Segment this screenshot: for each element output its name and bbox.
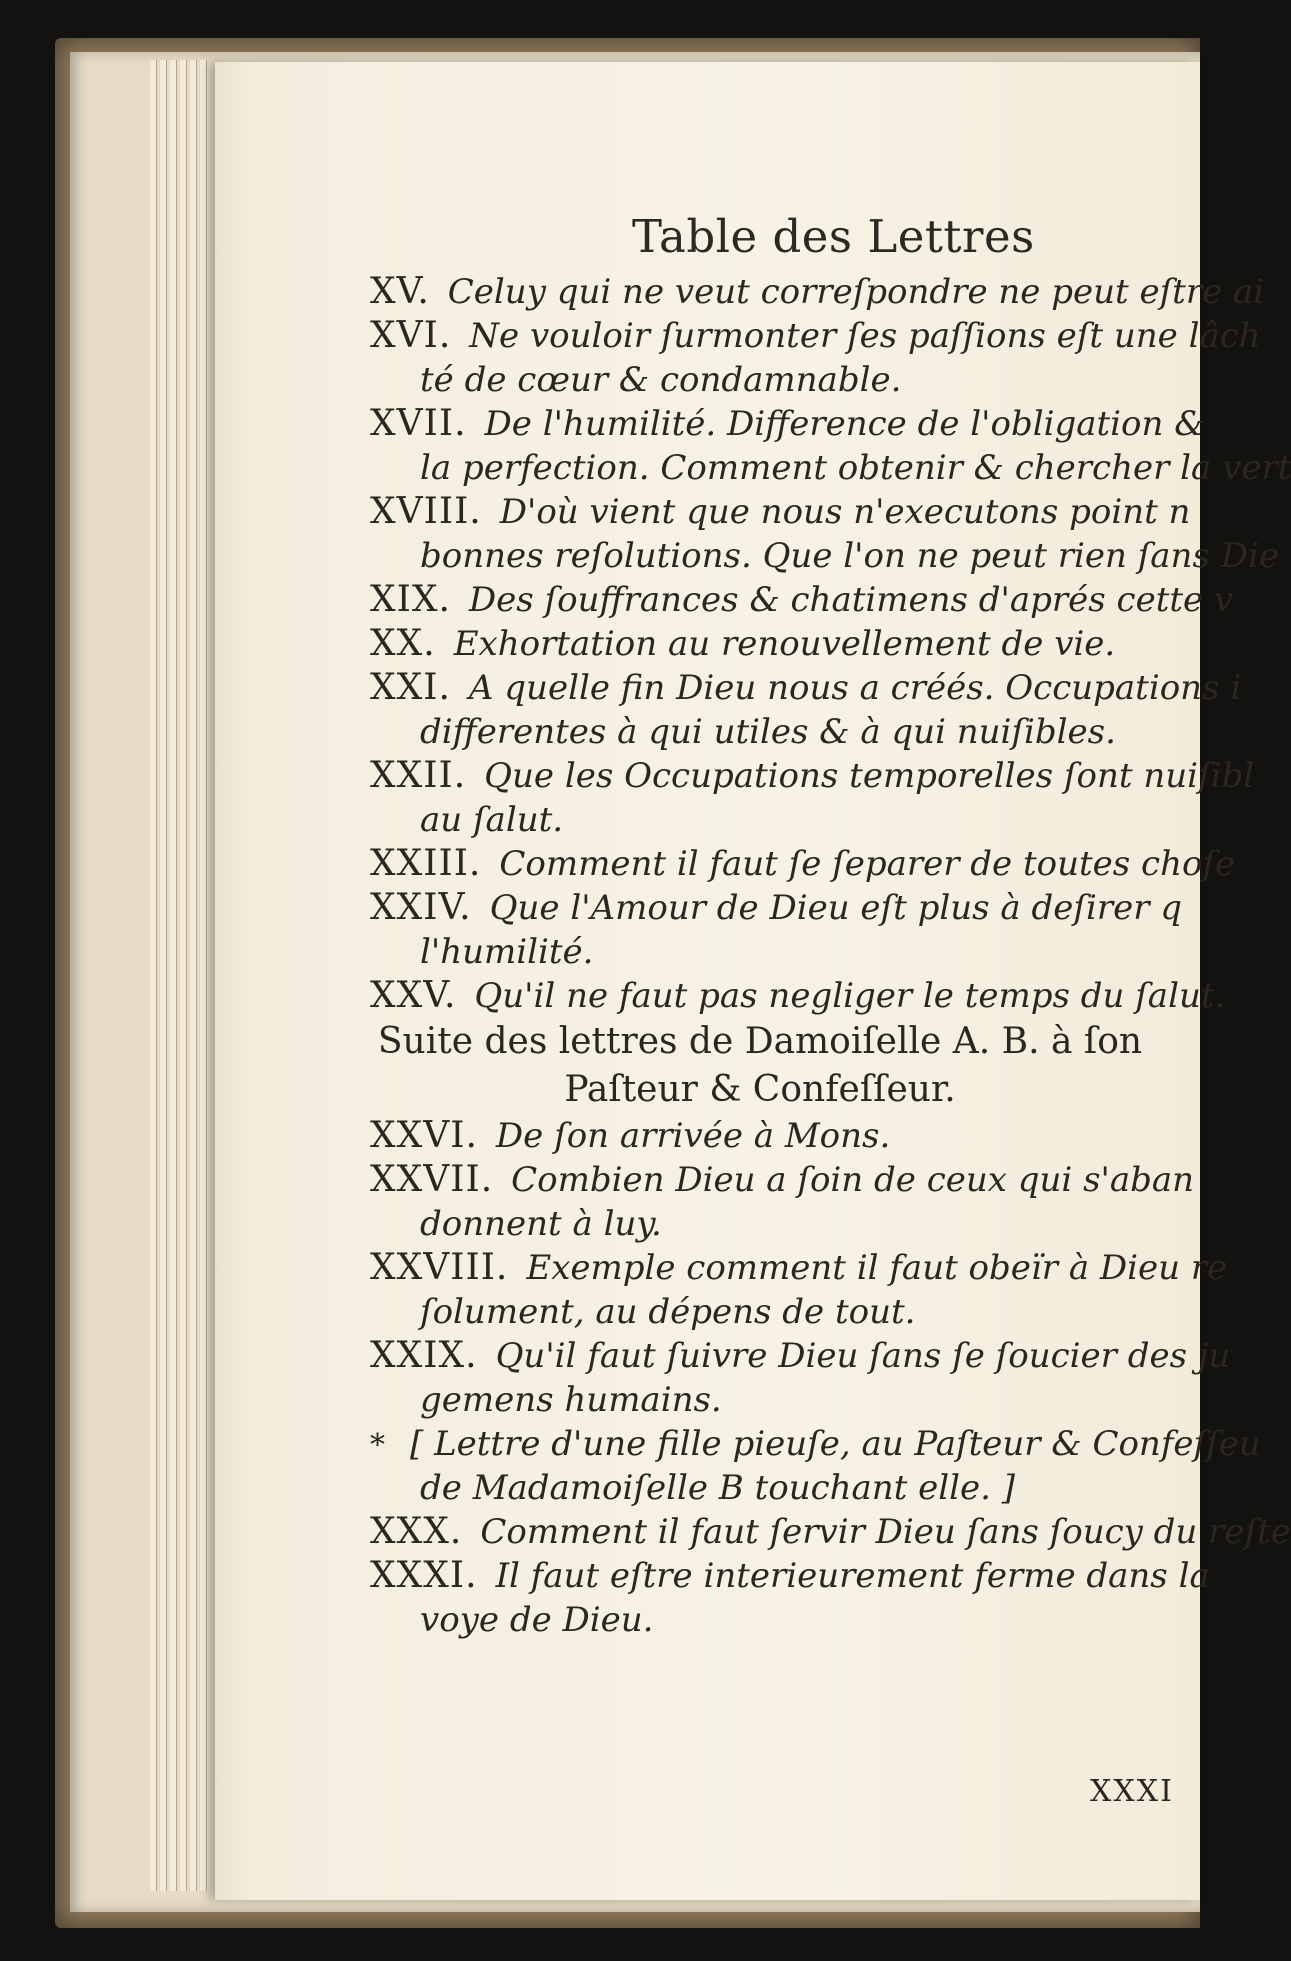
letter-entry [370, 666, 1242, 754]
letter-title: A quelle fin Dieu nous a créés. Occupations i [468, 668, 1242, 708]
letter-entry-line [370, 666, 1242, 710]
letter-title-continuation: differentes à qui utiles & à qui nuiſibles. [420, 712, 1116, 752]
letter-number: XXII. [370, 755, 467, 796]
letter-number: XXV. [370, 975, 457, 1016]
page-edge [180, 60, 187, 1891]
letter-title: Exhortation au renouvellement de vie. [453, 624, 1116, 664]
letter-entry [370, 1554, 1220, 1642]
letter-entry [370, 402, 1291, 490]
page-edge [160, 60, 167, 1891]
letter-number: XXVII. [370, 1159, 494, 1200]
page-edge [150, 60, 157, 1891]
letter-entry [370, 1334, 1231, 1422]
letter-entry [370, 1422, 1261, 1510]
letter-number: * [370, 1428, 386, 1463]
letter-title: Il faut eſtre interieurement ferme dans la [495, 1556, 1210, 1596]
letter-entry-line [370, 402, 1220, 446]
letter-list-part1 [370, 270, 1291, 1018]
letter-entry-line [370, 1334, 1231, 1378]
letter-number: XXVI. [370, 1115, 478, 1156]
letter-number: XV. [370, 271, 430, 312]
table-of-letters [370, 270, 1291, 1642]
letter-entry [370, 886, 1220, 974]
letter-entry [370, 1246, 1228, 1334]
letter-title-continuation: la perfection. Comment obtenir & chercher la vert [420, 448, 1291, 488]
letter-entry-line [370, 886, 1220, 930]
running-head: Table des Lettres [632, 210, 1035, 263]
letter-title: De l'humilité. Difference de l'obligation & [484, 404, 1205, 444]
letter-entry-line [370, 1554, 1220, 1598]
letter-list-part2 [370, 1114, 1291, 1642]
letter-title-continuation: au ſalut. [420, 800, 564, 840]
letter-title-continuation: ſolument, au dépens de tout. [420, 1292, 916, 1332]
letter-entry-line [370, 1422, 1261, 1466]
letter-entry-line [370, 1114, 1220, 1158]
letter-title-continuation: de Madamoiſelle B touchant elle. ] [420, 1468, 1016, 1508]
letter-entry-line [370, 314, 1261, 358]
letter-title: Des ſouffrances & chatimens d'aprés cette v [468, 580, 1234, 620]
letter-entry [370, 270, 1265, 314]
letter-title: Comment il faut ſervir Dieu ſans ſoucy du reſte [480, 1512, 1291, 1552]
letter-number: XXIV. [370, 887, 472, 928]
letter-entry [370, 1114, 1220, 1158]
letter-title-continuation: bonnes reſolutions. Que l'on ne peut rien ſans Die [420, 536, 1279, 576]
letter-title: Combien Dieu a ſoin de ceux qui s'aban [511, 1160, 1195, 1200]
letter-entry-line [370, 974, 1226, 1018]
letter-title: Celuy qui ne veut correſpondre ne peut eſtre ai [447, 272, 1265, 312]
letter-entry-line [370, 1246, 1228, 1290]
letter-title: Comment il faut ſe ſeparer de toutes choſe [499, 844, 1236, 884]
letter-number: XXIII. [370, 843, 482, 884]
page-edge [170, 60, 177, 1891]
letter-entry-line [370, 578, 1234, 622]
letter-title-continuation: l'humilité. [420, 932, 594, 972]
letter-number: XXIX. [370, 1335, 478, 1376]
letter-title: Qu'il ne faut pas negliger le temps du ſalut. [474, 976, 1226, 1016]
letter-entry-line [370, 622, 1220, 666]
letter-entry [370, 1158, 1220, 1246]
letter-entry [370, 314, 1261, 402]
letter-entry-line [370, 1510, 1291, 1554]
page-edge [200, 60, 207, 1891]
letter-entry-line [370, 490, 1220, 534]
letter-title: Que l'Amour de Dieu eſt plus à deſirer q [489, 888, 1183, 928]
letter-title: D'où vient que nous n'executons point n [499, 492, 1191, 532]
letter-entry [370, 1510, 1291, 1554]
letter-title-continuation: voye de Dieu. [420, 1600, 654, 1640]
section-heading-line: Paſteur & Confeſſeur. [564, 1069, 956, 1110]
catchword: XXXI [1090, 1774, 1174, 1809]
letter-entry [370, 842, 1236, 886]
letter-number: XXI. [370, 667, 451, 708]
letter-entry [370, 490, 1279, 578]
letter-entry-line [370, 842, 1236, 886]
letter-number: XX. [370, 623, 436, 664]
letter-title: Que les Occupations temporelles ſont nuiſibl [484, 756, 1255, 796]
letter-entry [370, 974, 1226, 1018]
letter-number: XXXI. [370, 1555, 478, 1596]
letter-title: Qu'il faut ſuivre Dieu ſans ſe ſoucier des ju [495, 1336, 1231, 1376]
page-edge [190, 60, 197, 1891]
letter-number: XXVIII. [370, 1247, 509, 1288]
letter-number: XVI. [370, 315, 452, 356]
section-heading-line: Suite des lettres de Damoiſelle A. B. à ſon [377, 1021, 1143, 1062]
letter-entry [370, 622, 1220, 666]
letter-entry-line [370, 270, 1265, 314]
letter-title: Exemple comment il faut obeïr à Dieu re [526, 1248, 1228, 1288]
letter-title: De ſon arrivée à Mons. [495, 1116, 891, 1156]
letter-entry [370, 578, 1234, 622]
letter-entry [370, 754, 1255, 842]
letter-title-continuation: té de cœur & condamnable. [420, 360, 902, 400]
letter-title: [ Lettre d'une fille pieuſe, au Paſteur & Confeſſeu [410, 1424, 1261, 1464]
section-heading [370, 1018, 1220, 1114]
letter-entry-line [370, 1158, 1220, 1202]
letter-title-continuation: donnent à luy. [420, 1204, 662, 1244]
letter-number: XIX. [370, 579, 451, 620]
letter-entry-line [370, 754, 1255, 798]
letter-number: XXX. [370, 1511, 463, 1552]
letter-number: XVIII. [370, 491, 482, 532]
letter-title: Ne vouloir ſurmonter ſes paſſions eſt une lâch [469, 316, 1261, 356]
letter-number: XVII. [370, 403, 467, 444]
letter-title-continuation: gemens humains. [420, 1380, 722, 1420]
